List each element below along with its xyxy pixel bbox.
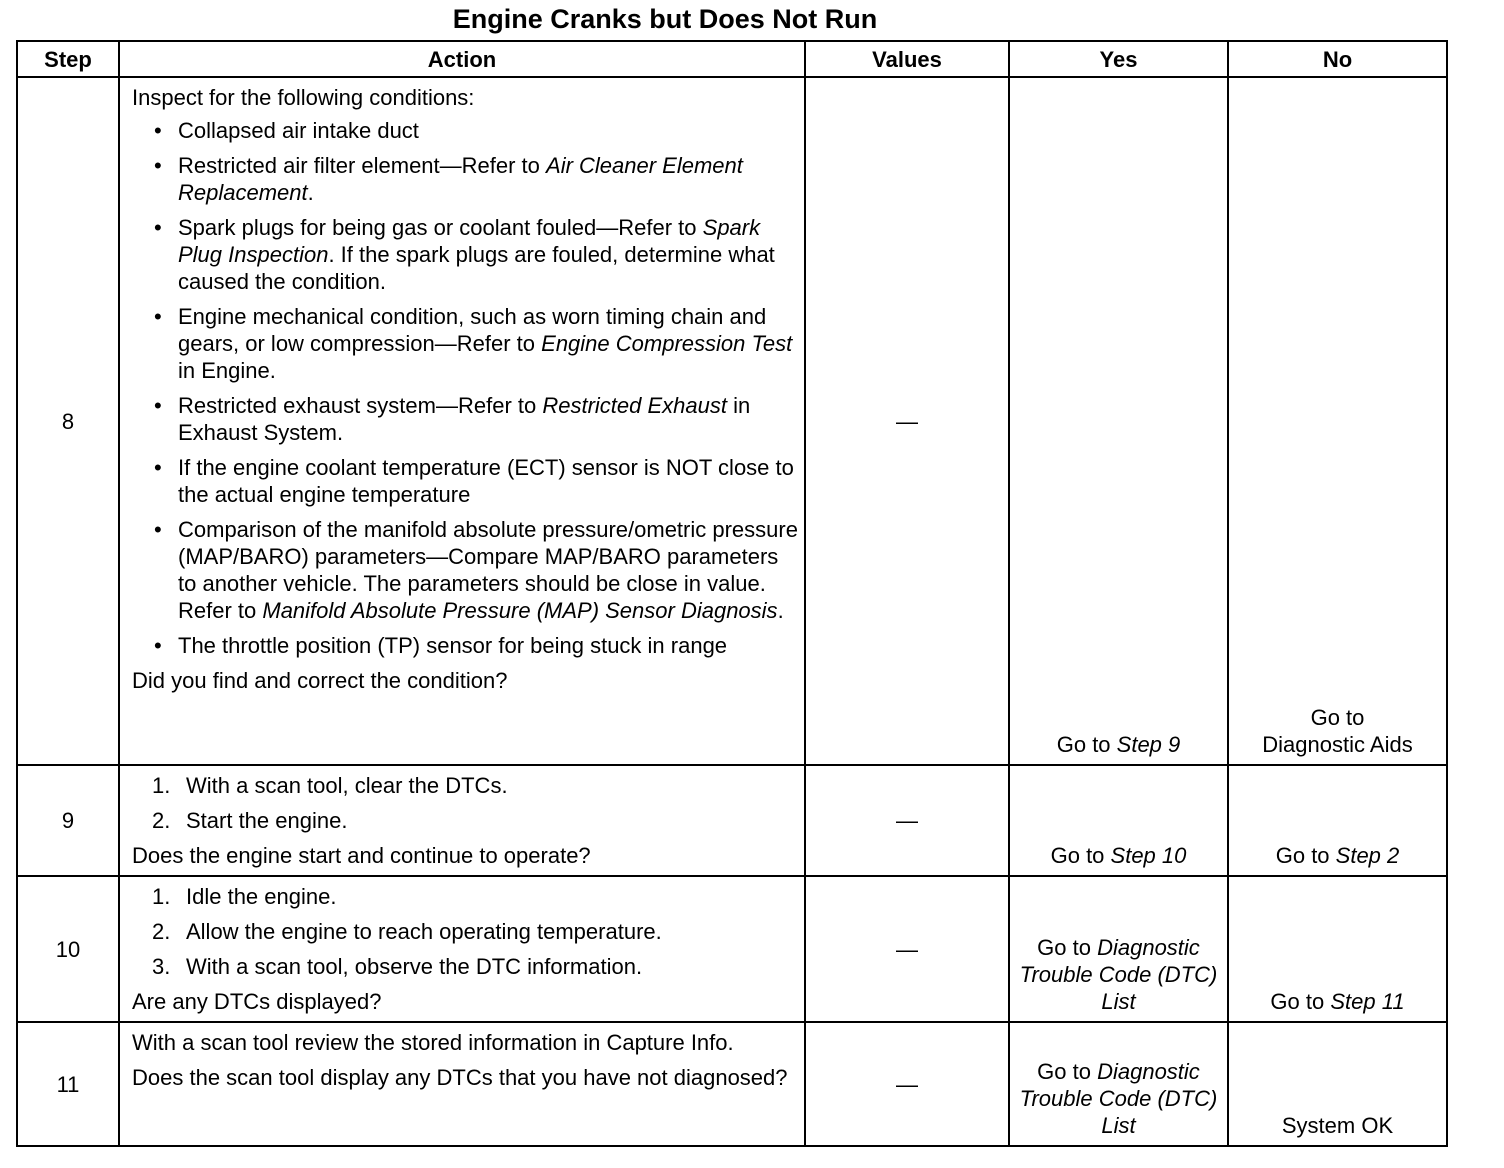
bullet-icon: • [154,215,162,240]
values-cell: — [805,876,1009,1022]
reference-link[interactable]: Engine Compression Test [541,331,793,356]
yes-cell[interactable]: Go to Diagnostic Trouble Code (DTC) List [1009,876,1228,1022]
header-action: Action [119,41,805,77]
step-number: 9 [17,765,119,876]
list-item: • Restricted air filter element—Refer to Air Cleaner Element Replacement. [154,153,743,205]
reference-link[interactable]: Restricted Exhaust [542,393,727,418]
no-link[interactable]: Diagnostic Aids [1262,732,1413,757]
reference-link[interactable]: Manifold Absolute Pressure (MAP) Sensor Diagnosis [262,598,778,623]
list-item: • Collapsed air intake duct [154,118,419,143]
values-cell: — [805,77,1009,765]
no-cell[interactable]: Go to Step 11 [1228,876,1447,1022]
no-link[interactable]: Step 2 [1335,843,1400,868]
no-cell[interactable]: Go to Diagnostic Aids [1228,77,1447,765]
list-item: 2. Start the engine. [152,808,348,833]
step-number: 8 [17,77,119,765]
bullet-icon: • [154,118,162,143]
diagnostic-table [16,40,1448,1147]
list-item: • If the engine coolant temperature (ECT) sensor is NOT close to the actual engine temperature [154,455,794,507]
header-yes: Yes [1009,41,1228,77]
reference-link[interactable]: Spark Plug Inspection [178,215,761,267]
action-intro: Inspect for the following conditions: [132,85,475,110]
list-item: • Engine mechanical condition, such as worn timing chain and gears, or low compression—Refer to Engine Compression Test in Engine. [154,304,793,383]
table-row-step-8 [17,77,1447,765]
action-cell [119,765,805,876]
reference-link[interactable]: Air Cleaner Element Replacement [178,153,743,205]
yes-link[interactable]: Step 10 [1110,843,1187,868]
bullet-icon: • [154,393,162,418]
bullet-icon: • [154,304,162,329]
no-cell[interactable]: System OK [1228,1022,1447,1146]
page-title: Engine Cranks but Does Not Run [452,4,878,34]
bullet-icon: • [154,633,162,658]
yes-link[interactable]: Diagnostic Trouble Code (DTC) List [1019,935,1218,1014]
action-cell [119,77,805,765]
list-item: • The throttle position (TP) sensor for being stuck in range [154,633,728,658]
list-item: • Restricted exhaust system—Refer to Restricted Exhaust in Exhaust System. [154,393,751,445]
values-cell: — [805,1022,1009,1146]
list-item: 3. With a scan tool, observe the DTC information. [152,954,643,979]
list-item: • Comparison of the manifold absolute pressure/ometric pressure (MAP/BARO) parameters—Compare MAP/BARO parameters to another vehicle. The parameters should be close in value. Refer to Manifold Absolute Pressure (MAP) Sensor Diagnosis. [154,517,798,623]
no-cell[interactable]: Go to Step 2 [1228,765,1447,876]
bullet-icon: • [154,517,162,542]
header-step: Step [17,41,119,77]
procedure-list [132,883,798,980]
bullet-icon: • [154,153,162,178]
yes-cell[interactable]: Go to Step 9 [1009,77,1228,765]
yes-cell[interactable]: Go to Diagnostic Trouble Code (DTC) List [1009,1022,1228,1146]
table-row-step-9 [17,765,1447,876]
values-cell: — [805,765,1009,876]
action-question: Did you find and correct the condition? [132,668,508,693]
yes-link[interactable]: Step 9 [1116,732,1181,757]
table-row-step-11 [17,1022,1447,1146]
step-number: 10 [17,876,119,1022]
header-values: Values [805,41,1009,77]
action-cell [119,876,805,1022]
yes-cell[interactable]: Go to Step 10 [1009,765,1228,876]
action-cell [119,1022,805,1146]
table-header-row [17,41,1447,77]
action-intro: With a scan tool review the stored information in Capture Info. [132,1030,734,1055]
list-item: 1. Idle the engine. [152,884,337,909]
list-item: 2. Allow the engine to reach operating temperature. [152,919,662,944]
list-item: 1. With a scan tool, clear the DTCs. [152,773,508,798]
procedure-list [132,772,798,834]
yes-link[interactable]: Diagnostic Trouble Code (DTC) List [1019,1059,1218,1138]
action-question: Does the engine start and continue to operate? [132,843,591,868]
header-no: No [1228,41,1447,77]
action-question: Does the scan tool display any DTCs that you have not diagnosed? [132,1065,788,1090]
no-link[interactable]: Step 11 [1330,989,1405,1014]
condition-list [132,117,798,659]
step-number: 11 [17,1022,119,1146]
list-item: • Spark plugs for being gas or coolant fouled—Refer to Spark Plug Inspection. If the spark plugs are fouled, determine what caused the condition. [154,215,775,294]
bullet-icon: • [154,455,162,480]
table-row-step-10 [17,876,1447,1022]
action-question: Are any DTCs displayed? [132,989,382,1014]
